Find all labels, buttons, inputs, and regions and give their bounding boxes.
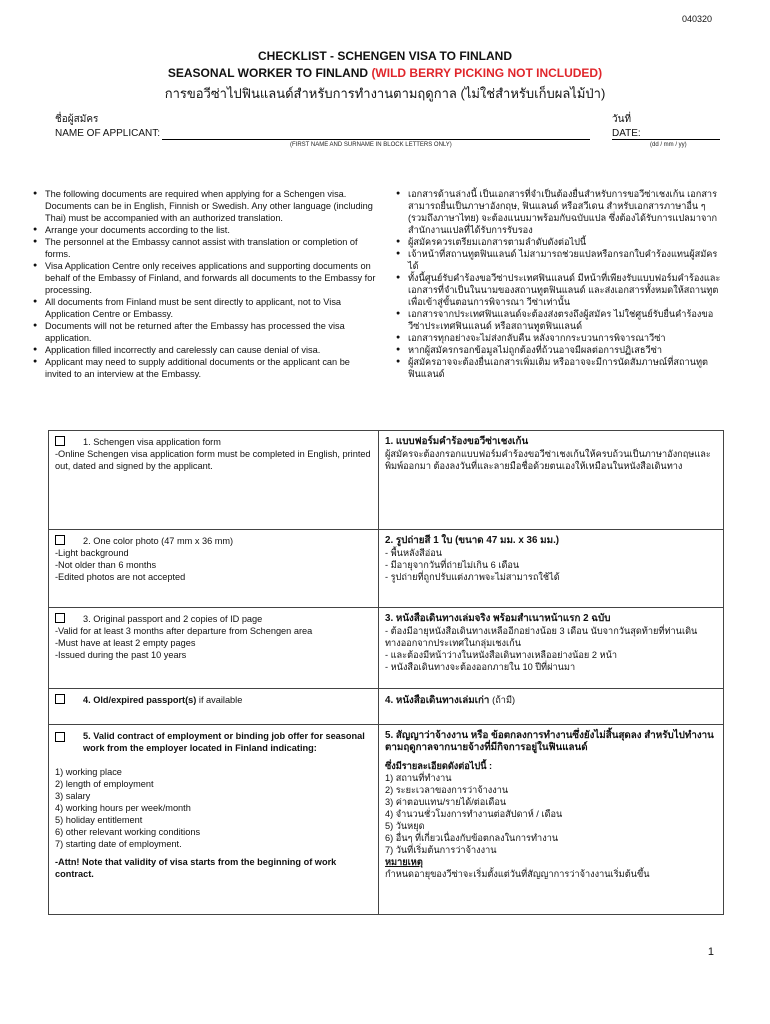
row-4-thai [379,689,724,725]
row-5-thai-title: 5. สัญญาว่าจ้างงาน หรือ ข้อตกลงการทำงานซึ่งยังไม่สิ้นสุดลง สำหรับไปทำงานตามฤดูกาลจากนายจ้างที่มีกิจการอยู่ในฟินแลนด์ [385,730,714,753]
row-5-thai-list-item: 5) วันหยุด [385,821,425,831]
row-1-thai-title: 1. แบบฟอร์มคำร้องขอวีซ่าเชงเก้น [385,436,529,447]
instruction-item-thai: ● หากผู้สมัครกรอกข้อมูลไม่ถูกต้องที่ถ้วนอาจมีผลต่อการปฏิเสธวีซ่า [396,344,726,356]
table-row [49,725,724,915]
row-2-thai-line: - พื้นหลังสีอ่อน [385,548,443,558]
table-row [49,689,724,725]
row-3-thai-line: - ต้องมีอายุหนังสือเดินทางเหลืออีกอย่างน้อย 3 เดือน นับจากวันสุดท้ายที่ท่านเดินทางออกจากประเทศในกลุ่มเชงเก้น [385,626,698,648]
title-line-2-red: (WILD BERRY PICKING NOT INCLUDED) [371,66,603,80]
row-5-thai-list-item: 3) ค่าตอบแทน/รายได้/ต่อเดือน [385,797,507,807]
date-label: DATE: [612,128,641,139]
checkbox-row-2[interactable] [55,535,65,545]
row-2-line: -Edited photos are not accepted [55,572,186,582]
checkbox-row-3[interactable] [55,613,65,623]
row-5-list-item: 3) salary [55,791,91,801]
row-5-thai [379,725,724,915]
row-3-line: -Issued during the past 10 years [55,650,187,660]
date-field[interactable] [612,139,720,140]
instruction-item: ● Arrange your documents according to the list. [33,224,376,236]
instruction-item-thai: ● เอกสารทุกอย่างจะไม่ส่งกลับคืน หลังจากกระบวนการพิจารณาวีซ่า [396,332,726,344]
row-1-thai [379,431,724,530]
row-3-line: -Must have at least 2 empty pages [55,638,196,648]
instruction-item-thai: ● เอกสารด้านล่างนี้ เป็นเอกสารที่จำเป็นต้องยื่นสำหรับการขอวีซ่าเชงเก้น เอกสารสามารถยื่นเป็นภาษาอังกฤษ, ฟินแลนด์ หรือสวีเดน สำหรับเอกสารภาษาอื่น ๆ (รวมถึงภาษาไทย) จะต้องแนบมาพร้อมกับฉบับแปล ซึ่งต้องได้รับการแปลมาจากสำนักงานแปลที่ได้รับการรับรอง [396,188,726,236]
row-5-thai-note-head: หมายเหตุ [385,857,423,867]
title-line-1: CHECKLIST - SCHENGEN VISA TO FINLAND [257,49,512,63]
instruction-item-thai: ● ทั้งนี้ศูนย์รับคำร้องขอวีซ่าประเทศฟินแลนด์ มีหน้าที่เพียงรับแบบฟอร์มคำร้องและเอกสารที่จำเป็นในนามของสถานทูตฟินแลนด์ และส่งเอกสารทั้งหมดให้สถานทูตเพื่อเข้าสู่ขั้นตอนการพิจารณา วีซ่าเท่านั้น [396,272,726,308]
row-2-thai [379,530,724,608]
row-3-thai-line: - และต้องมีหน้าว่างในหนังสือเดินทางเหลืออย่างน้อย 2 หน้า [385,650,618,660]
instruction-item-thai: ● เอกสารจากประเทศฟินแลนด์จะต้องส่งตรงถึงผู้สมัคร ไม่ใช่ศูนย์รับยื่นคำร้องขอวีซ่าประเทศฟินแลนด์ หรือสถานทูตฟินแลนด์ [396,308,726,332]
row-5-thai-subhead: ซึ่งมีรายละเอียดดังต่อไปนี้ : [385,761,493,771]
row-1-line: -Online Schengen visa application form must be completed in English, printed out, dated and signed by the applicant. [55,449,371,471]
row-2-title: 2. One color photo (47 mm x 36 mm) [83,536,234,546]
row-2-line: -Light background [55,548,129,558]
instruction-item: ● All documents from Finland must be sent directly to applicant, not to Visa Application Centre or Embassy. [33,296,376,320]
row-3-thai-title: 3. หนังสือเดินทางเล่มจริง พร้อมสำเนาหน้าแรก 2 ฉบับ [385,613,611,624]
instruction-item: ● Visa Application Centre only receives applications and supporting documents on behalf of the Embassy of Finland, and forwards all documents to the Embassy for processing. [33,260,376,296]
row-5-list-item: 2) length of employment [55,779,154,789]
row-2-english [49,530,379,608]
row-2-thai-line: - มีอายุจากวันที่ถ่ายไม่เกิน 6 เดือน [385,560,520,570]
date-thai-label: วันที่ [612,114,632,125]
row-5-thai-list-item: 2) ระยะเวลาของการว่าจ้างงาน [385,785,509,795]
row-5-thai-list-item: 4) จำนวนชั่วโมงการทำงานต่อสัปดาห์ / เดือน [385,809,563,819]
instruction-item: ● Documents will not be returned after the Embassy has processed the visa application. [33,320,376,344]
instruction-item-thai: ● เจ้าหน้าที่สถานทูตฟินแลนด์ ไม่สามารถช่วยแปลหรือกรอกใบคำร้องแทนผู้สมัครได้ [396,248,726,272]
row-5-thai-list-item: 6) อื่นๆ ที่เกี่ยวเนื่องกับข้อตกลงในการทำงาน [385,833,559,843]
instruction-item-thai: ● ผู้สมัครควรเตรียมเอกสารตามลำดับดังต่อไปนี้ [396,236,726,248]
instruction-item-thai: ● ผู้สมัครอาจจะต้องยื่นเอกสารเพิ่มเติม หรืออาจจะมีการนัดสัมภาษณ์ที่สถานทูตฟินแลนด์ [396,356,726,380]
row-3-thai [379,608,724,689]
row-4-thai-tail: (ถ้ามี) [492,695,516,705]
row-4-english [49,689,379,725]
row-5-list-item: 5) holiday entitlement [55,815,143,825]
row-5-thai-note: กำหนดอายุของวีซ่าจะเริ่มตั้งแต่วันที่สัญญาการว่าจ้างงานเริ่มต้นขึ้น [385,869,650,879]
row-3-thai-line: - หนังสือเดินทางจะต้องออกภายใน 10 ปีที่ผ่านมา [385,662,576,672]
row-2-thai-title: 2. รูปถ่ายสี 1 ใบ (ขนาด 47 มม. x 36 มม.) [385,535,560,546]
row-2-thai-line: - รูปถ่ายที่ถูกปรับแต่งภาพจะไม่สามารถใช้ได้ [385,572,560,582]
instructions-english [33,188,376,380]
row-3-title: 3. Original passport and 2 copies of ID page [83,614,263,624]
row-1-title: 1. Schengen visa application form [83,437,221,447]
row-5-list-item: 6) other relevant working conditions [55,827,201,837]
row-3-english [49,608,379,689]
applicant-label: NAME OF APPLICANT: [55,128,161,139]
date-hint: (dd / mm / yy) [650,142,687,148]
checkbox-row-1[interactable] [55,436,65,446]
row-4-title: 4. Old/expired passport(s) [83,695,199,705]
checkbox-row-4[interactable] [55,694,65,704]
row-5-english [49,725,379,915]
row-5-list-item: 4) working hours per week/month [55,803,191,813]
page-number: 1 [707,946,714,958]
row-4-thai-title: 4. หนังสือเดินทางเล่มเก่า [385,695,493,706]
title-line-2 [0,66,770,80]
title-line-2-main: SEASONAL WORKER TO FINLAND [167,66,372,80]
row-5-list-item: 1) working place [55,767,122,777]
table-row [49,530,724,608]
row-4-title-tail: if available [198,695,243,705]
row-5-title: 5. Valid contract of employment or binding job offer for seasonal work from the employer located in Finland indicating: [83,731,365,753]
row-5-thai-list-item: 1) สถานที่ทำงาน [385,773,452,783]
row-5-note: -Attn! Note that validity of visa starts from the beginning of work contract. [55,857,337,879]
row-1-thai-line: ผู้สมัครจะต้องกรอกแบบฟอร์มคำร้องขอวีซ่าเชงเก้นให้ครบถ้วนเป็นภาษาอังกฤษและพิมพ์ออกมา ต้องลงวันที่และลายมือชื่อด้วยตนเองให้เหมือนในหนังสือเดินทาง [385,449,711,471]
title-line-3-thai: การขอวีซ่าไปฟินแลนด์สำหรับการทำงานตามฤดูกาล (ไม่ใช่สำหรับเก็บผลไม้ป่า) [164,86,606,101]
instructions-thai [396,188,726,380]
checkbox-row-5[interactable] [55,732,65,742]
row-5-list-item: 7) starting date of employment. [55,839,182,849]
applicant-thai-label: ชื่อผู้สมัคร [55,114,99,125]
table-row [49,431,724,530]
applicant-name-field[interactable] [162,139,590,140]
applicant-hint: (FIRST NAME AND SURNAME IN BLOCK LETTERS ONLY) [290,142,452,148]
row-5-thai-list-item: 7) วันที่เริ่มต้นการว่าจ้างงาน [385,845,497,855]
row-1-english [49,431,379,530]
row-2-line: -Not older than 6 months [55,560,157,570]
row-3-line: -Valid for at least 3 months after departure from Schengen area [55,626,313,636]
instruction-item: ● Application filled incorrectly and carelessly can cause denial of visa. [33,344,376,356]
table-row [49,608,724,689]
checklist-table [48,430,724,915]
form-code: 040320 [681,14,712,24]
instruction-item: ● The personnel at the Embassy cannot assist with translation or completion of forms. [33,236,376,260]
instruction-item: ● Applicant may need to supply additional documents or the applicant can be invited to an interview at the Embassy. [33,356,376,380]
instruction-item: ● The following documents are required when applying for a Schengen visa. Documents can be in English, Finnish or Swedish. Any other language (including Thai) must be accompanied with an authorized translation. [33,188,376,224]
